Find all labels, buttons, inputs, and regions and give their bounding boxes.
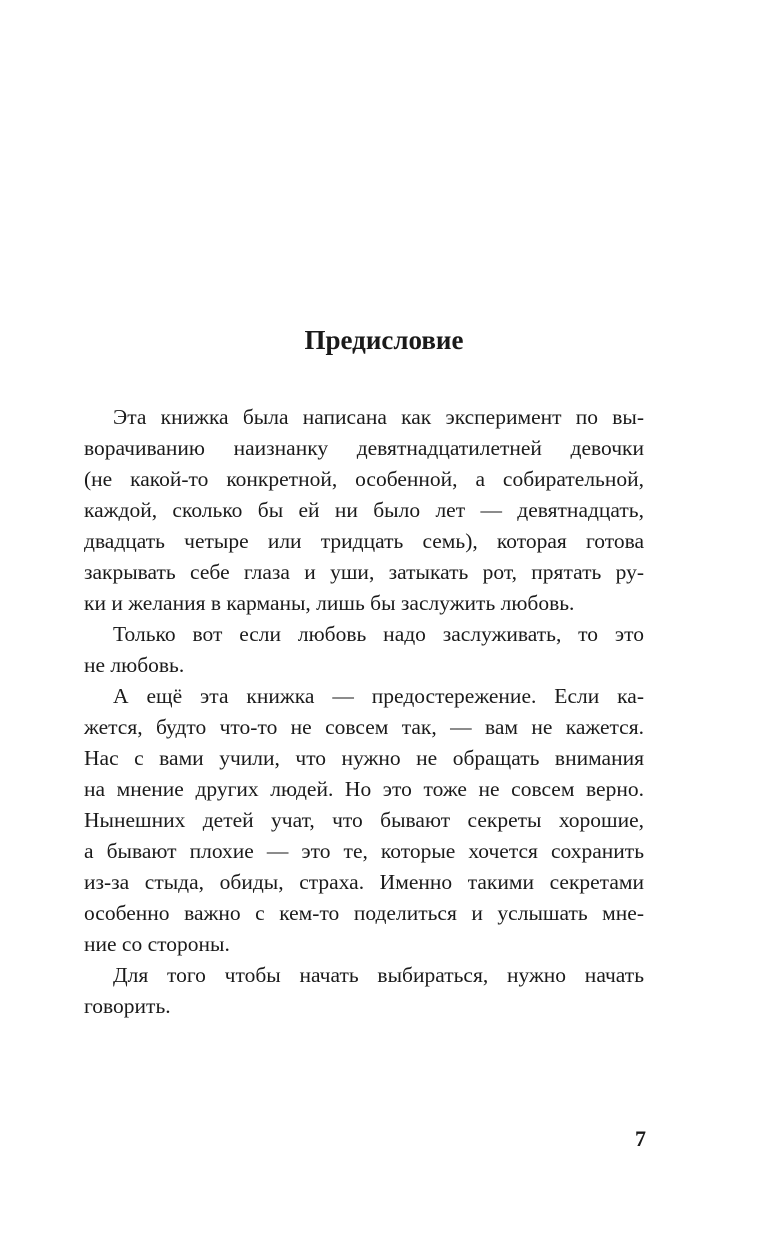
text-line: Нынешних детей учат, что бывают секреты хорошие, [84, 808, 644, 832]
text-line: жется, будто что-то не совсем так, — вам не кажется. [84, 715, 644, 739]
text-line: ки и желания в карманы, лишь бы заслужить любовь. [84, 591, 575, 615]
text-line: ние со стороны. [84, 932, 230, 956]
text-line: из-за стыда, обиды, страха. Именно такими секретами [84, 870, 644, 894]
text-line: двадцать четыре или тридцать семь), которая готова [84, 529, 644, 553]
text-line: Эта книжка была написана как эксперимент по вы- [113, 405, 644, 429]
page-number: 7 [635, 1126, 646, 1151]
text-line: говорить. [84, 994, 171, 1018]
text-line: Только вот если любовь надо заслуживать, то это [113, 622, 644, 646]
text-line: особенно важно с кем-то поделиться и услышать мне- [84, 901, 644, 925]
text-line: не любовь. [84, 653, 185, 677]
text-line: а бывают плохие — это те, которые хочется сохранить [84, 839, 644, 863]
text-line: (не какой-то конкретной, особенной, а собирательной, [84, 467, 644, 491]
text-line: закрывать себе глаза и уши, затыкать рот, прятать ру- [84, 560, 644, 584]
preface-body [84, 402, 644, 1022]
text-line: Нас с вами учили, что нужно не обращать внимания [84, 746, 644, 770]
text-line: каждой, сколько бы ей ни было лет — девятнадцать, [84, 498, 644, 522]
page-title: Предисловие [304, 325, 464, 355]
text-line: на мнение других людей. Но это тоже не совсем верно. [84, 777, 644, 801]
text-line: Для того чтобы начать выбираться, нужно начать [113, 963, 644, 987]
text-line: ворачиванию наизнанку девятнадцатилетней девочки [84, 436, 644, 460]
text-line: А ещё эта книжка — предостережение. Если ка- [113, 684, 644, 708]
